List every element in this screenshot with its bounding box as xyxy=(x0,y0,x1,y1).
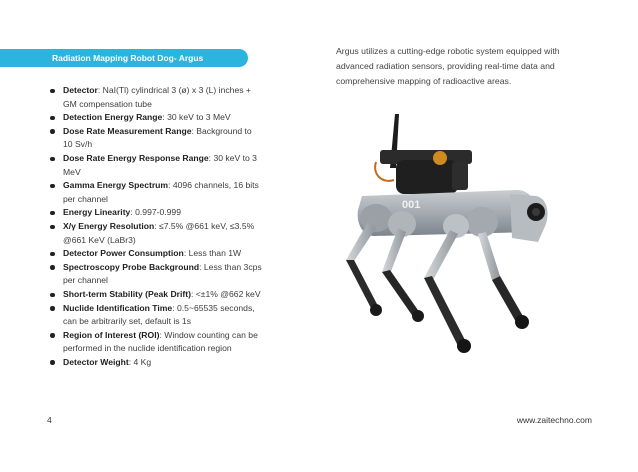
spec-value: : 30 keV to 3 MeV xyxy=(63,152,257,177)
spec-item xyxy=(47,84,262,111)
spec-item xyxy=(47,288,262,302)
spec-label: Energy Linearity xyxy=(63,207,131,218)
spec-label: Detector xyxy=(63,85,98,95)
spec-value: : Less than 3cps per channel xyxy=(63,261,262,286)
spec-label: Gamma Energy Spectrum xyxy=(63,180,169,191)
spec-label: Dose Rate Measurement Range xyxy=(63,125,192,136)
spec-value: : Background to 10 Sv/h xyxy=(63,125,252,150)
spec-value: : 4 Kg xyxy=(128,356,152,367)
spec-item xyxy=(47,220,262,247)
spec-value: : Less than 1W xyxy=(183,248,242,259)
spec-item xyxy=(47,261,262,288)
spec-value: : 30 keV to 3 MeV xyxy=(162,112,231,123)
sensor-lens xyxy=(433,151,447,165)
spec-item xyxy=(47,302,262,329)
spec-value: : 4096 channels, 16 bits per channel xyxy=(63,180,259,204)
spec-value: : <±1% @662 keV xyxy=(190,288,261,299)
spec-item xyxy=(47,152,262,179)
intro-paragraph: Argus utilizes a cutting-edge robotic system equipped with advanced radiation sensors, providing real-time data and comprehensive mapping of radioactive areas. xyxy=(336,46,560,87)
spec-label: Dose Rate Energy Response Range xyxy=(63,152,209,163)
section-title: Radiation Mapping Robot Dog- Argus xyxy=(52,53,204,63)
website-link[interactable]: www.zaitechno.com xyxy=(516,415,592,425)
spec-item xyxy=(47,111,262,125)
spec-value: : NaI(Tl) cylindrical 3 (ø) x 3 (L) inches + GM compensation tube xyxy=(63,85,251,109)
spec-label: Detector Power Consumption xyxy=(63,248,184,259)
spec-label: X/γ Energy Resolution xyxy=(63,220,155,231)
spec-item xyxy=(47,247,262,261)
spec-item xyxy=(47,206,262,220)
page-number: 4 xyxy=(47,415,52,425)
spec-item xyxy=(47,329,262,356)
spec-label: Detection Energy Range xyxy=(63,112,163,123)
spec-item xyxy=(47,179,262,206)
spec-value: : 0.5~65535 seconds, can be arbitrarily set, default is 1s xyxy=(63,302,255,327)
spec-list xyxy=(47,84,262,369)
spec-value: : Window counting can be performed in the nuclide identification region xyxy=(63,329,258,354)
section-title-banner xyxy=(0,49,248,67)
spec-item xyxy=(47,125,262,152)
sensor-housing xyxy=(396,160,458,194)
spec-label: Region of Interest (ROI) xyxy=(63,329,160,340)
spec-value: : 0.997-0.999 xyxy=(130,207,181,218)
spec-value: : ≤7.5% @661 keV, ≤3.5% @661 KeV (LaBr3) xyxy=(63,220,255,245)
spec-label: Nuclide Identification Time xyxy=(63,302,173,313)
spec-label: Spectroscopy Probe Background xyxy=(63,261,200,272)
robot-dog-image xyxy=(332,110,570,358)
spec-label: Detector Weight xyxy=(63,356,129,367)
spec-label: Short-term Stability (Peak Drift) xyxy=(63,288,191,299)
spec-item xyxy=(47,356,262,370)
body-number: 001 xyxy=(402,199,421,211)
